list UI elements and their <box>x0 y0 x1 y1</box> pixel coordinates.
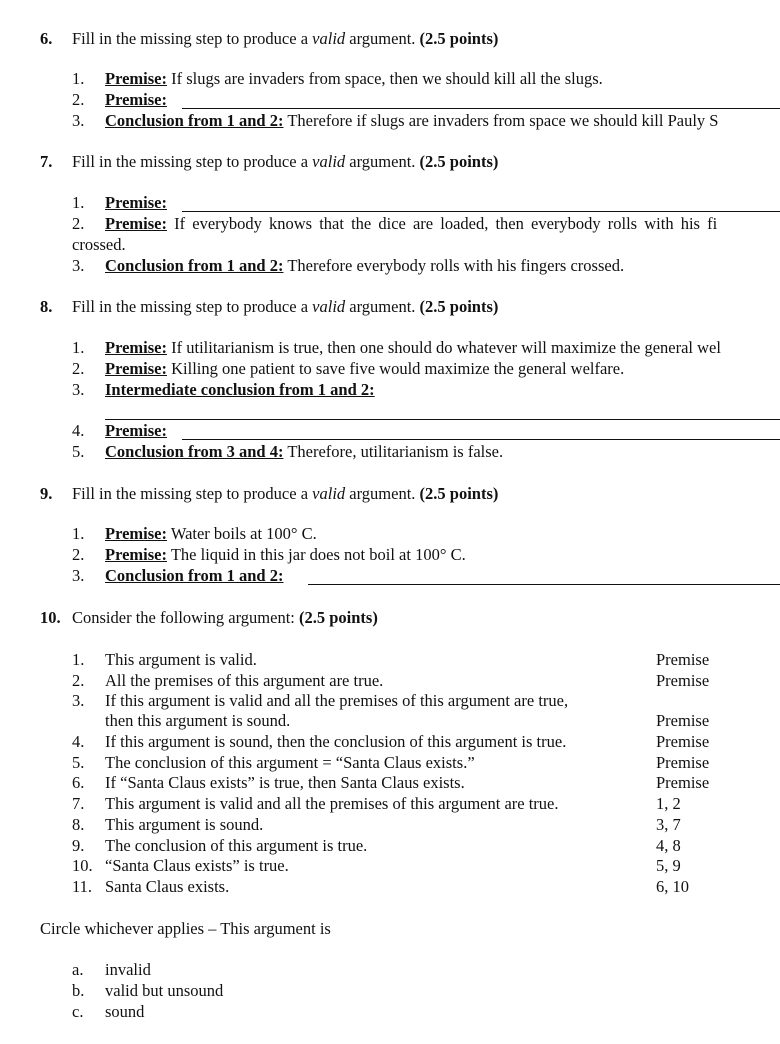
q8-item-4-label: Premise: <box>105 421 167 440</box>
choice-letter: c. <box>72 1002 84 1021</box>
q8-intermediate-blank[interactable] <box>105 419 780 420</box>
q6-item-2-num: 2. <box>72 90 85 109</box>
q6-item-1: Premise: If slugs are invaders from space, then we should kill all the slugs. <box>105 69 603 88</box>
choice-invalid[interactable]: invalid <box>105 960 151 979</box>
q7-item-3: Conclusion from 1 and 2: Therefore everybody rolls with his fingers crossed. <box>105 256 625 275</box>
q10-circle-prompt: Circle whichever applies – This argument is <box>40 919 331 938</box>
q10-step-justification: Premise <box>656 773 710 792</box>
q7-item-2: Premise: If everybody knows that the dice are loaded, then everybody rolls with his fi <box>105 214 718 233</box>
q6-item-3: Conclusion from 1 and 2: Therefore if slugs are invaders from space we should kill Pauly S <box>105 111 719 130</box>
q10-step-text: Santa Claus exists. <box>105 877 230 896</box>
q9-instruction: Fill in the missing step to produce a valid argument. (2.5 points) <box>72 484 499 503</box>
q8-item-1: Premise: If utilitarianism is true, then one should do whatever will maximize the general wel <box>105 338 721 357</box>
q10-instruction: Consider the following argument: (2.5 points) <box>72 608 378 627</box>
q10-step-num: 5. <box>72 753 85 772</box>
q10-step-justification: 6, 10 <box>656 877 689 896</box>
q10-step-justification: 4, 8 <box>656 836 681 855</box>
q9-answer-blank[interactable] <box>308 584 780 585</box>
q6-item-3-num: 3. <box>72 111 85 130</box>
q9-number: 9. <box>40 484 53 503</box>
q8-number: 8. <box>40 297 53 316</box>
q10-step-justification: Premise <box>656 732 710 751</box>
q8-item-2: Premise: Killing one patient to save five would maximize the general welfare. <box>105 359 625 378</box>
q7-item-1-num: 1. <box>72 193 85 212</box>
q6-number: 6. <box>40 29 53 48</box>
q10-step-num: 7. <box>72 794 85 813</box>
q7-item-1-label: Premise: <box>105 193 167 212</box>
q7-answer-blank[interactable] <box>182 211 780 212</box>
q9-item-1: Premise: Water boils at 100° C. <box>105 524 317 543</box>
q8-item-4-num: 4. <box>72 421 85 440</box>
q9-item-1-num: 1. <box>72 524 85 543</box>
q10-step-justification: 1, 2 <box>656 794 681 813</box>
q10-step-num: 2. <box>72 671 85 690</box>
choice-sound[interactable]: sound <box>105 1002 145 1021</box>
q7-item-2-continued: crossed. <box>72 235 126 254</box>
q10-step-text: If this argument is valid and all the premises of this argument are true, <box>105 691 569 710</box>
q10-step-text: All the premises of this argument are true. <box>105 671 384 690</box>
q10-step-text: “Santa Claus exists” is true. <box>105 856 289 875</box>
choice-valid-but-unsound[interactable]: valid but unsound <box>105 981 224 1000</box>
q10-step-justification: Premise <box>656 650 710 669</box>
q10-step-text: This argument is valid and all the premises of this argument are true. <box>105 794 559 813</box>
q9-item-2-num: 2. <box>72 545 85 564</box>
q8-item-3-num: 3. <box>72 380 85 399</box>
q9-item-3-label: Conclusion from 1 and 2: <box>105 566 284 585</box>
q10-step-num: 3. <box>72 691 85 710</box>
q6-instruction: Fill in the missing step to produce a valid argument. (2.5 points) <box>72 29 499 48</box>
q6-item-1-num: 1. <box>72 69 85 88</box>
q10-step-justification: Premise <box>656 753 710 772</box>
q10-step-justification: Premise <box>656 671 710 690</box>
q6-answer-blank[interactable] <box>182 108 780 109</box>
q6-item-2-label: Premise: <box>105 90 167 109</box>
q8-item-5-num: 5. <box>72 442 85 461</box>
q10-number: 10. <box>40 608 61 627</box>
choice-letter: a. <box>72 960 84 979</box>
q10-step-num: 8. <box>72 815 85 834</box>
q8-item-3-label: Intermediate conclusion from 1 and 2: <box>105 380 375 399</box>
q10-step-num: 9. <box>72 836 85 855</box>
q10-step-num: 4. <box>72 732 85 751</box>
q7-instruction: Fill in the missing step to produce a valid argument. (2.5 points) <box>72 152 499 171</box>
q10-step-text: The conclusion of this argument = “Santa Claus exists.” <box>105 753 475 772</box>
q10-step-text: If this argument is sound, then the conclusion of this argument is true. <box>105 732 567 751</box>
q8-item-1-num: 1. <box>72 338 85 357</box>
q10-step-justification: 5, 9 <box>656 856 681 875</box>
q7-item-3-num: 3. <box>72 256 85 275</box>
q10-step-justification: 3, 7 <box>656 815 681 834</box>
q10-step-text: then this argument is sound. <box>105 711 291 730</box>
q7-number: 7. <box>40 152 53 171</box>
q9-item-2: Premise: The liquid in this jar does not boil at 100° C. <box>105 545 466 564</box>
q8-premise-blank[interactable] <box>182 439 780 440</box>
q10-step-num: 6. <box>72 773 85 792</box>
q10-step-justification: Premise <box>656 711 710 730</box>
q8-instruction: Fill in the missing step to produce a valid argument. (2.5 points) <box>72 297 499 316</box>
q10-step-text: This argument is valid. <box>105 650 257 669</box>
q8-item-5: Conclusion from 3 and 4: Therefore, utilitarianism is false. <box>105 442 504 461</box>
q10-step-num: 10. <box>72 856 93 875</box>
q9-item-3-num: 3. <box>72 566 85 585</box>
q10-step-text: If “Santa Claus exists” is true, then Santa Claus exists. <box>105 773 465 792</box>
q7-item-2-num: 2. <box>72 214 85 233</box>
q10-step-num: 11. <box>72 877 93 896</box>
choice-letter: b. <box>72 981 85 1000</box>
q10-step-text: This argument is sound. <box>105 815 264 834</box>
q8-item-2-num: 2. <box>72 359 85 378</box>
q10-step-num: 1. <box>72 650 85 669</box>
q10-step-text: The conclusion of this argument is true. <box>105 836 368 855</box>
